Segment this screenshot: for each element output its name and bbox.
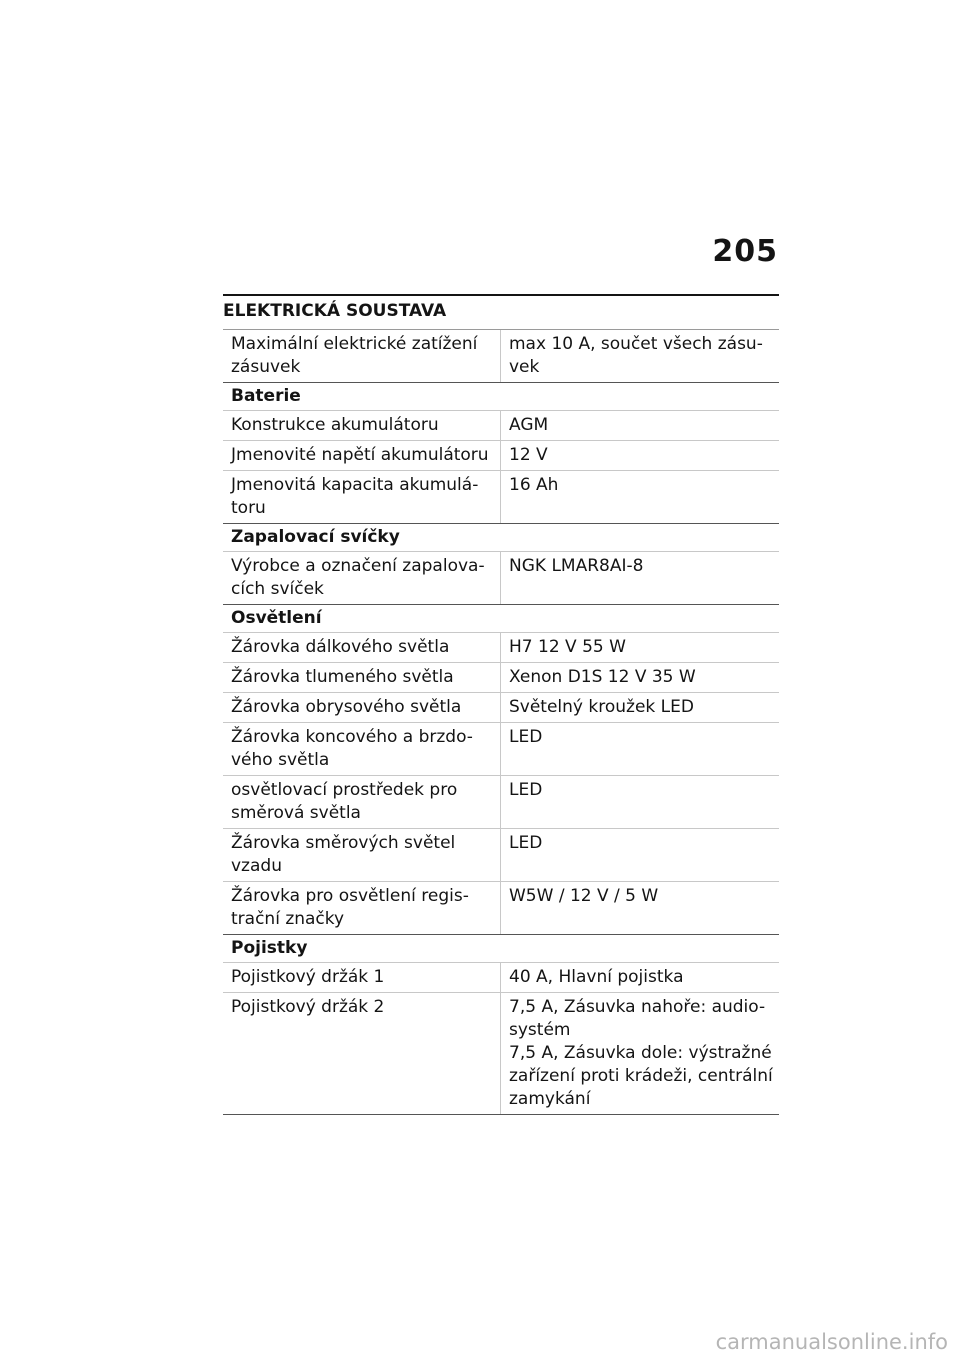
row-value-line: Xenon D1S 12 V 35 W [509, 667, 696, 687]
table-row [223, 633, 779, 663]
table-group-header [223, 524, 779, 552]
row-label: Výrobce a označení zapalova-cích svíček [223, 552, 501, 605]
row-value [501, 776, 780, 829]
row-value-line: 7,5 A, Zásuvka nahoře: audio-systém [509, 997, 766, 1040]
row-value [501, 882, 780, 935]
row-label: Konstrukce akumulátoru [223, 411, 501, 441]
row-value-line: 12 V [509, 445, 548, 465]
group-header-label: Osvětlení [223, 605, 779, 633]
table-row [223, 723, 779, 776]
row-label: Jmenovitá kapacita akumulá-toru [223, 471, 501, 524]
row-value [501, 411, 780, 441]
table-row [223, 963, 779, 993]
row-label: Žárovka obrysového světla [223, 693, 501, 723]
row-value [501, 993, 780, 1115]
group-header-label: Zapalovací svíčky [223, 524, 779, 552]
row-label: Žárovka dálkového světla [223, 633, 501, 663]
row-value-line: 7,5 A, Zásuvka dole: výstražné zařízení proti krádeži, centrální zamykání [509, 1043, 773, 1109]
table-row [223, 663, 779, 693]
table-row [223, 441, 779, 471]
row-value [501, 330, 780, 383]
row-value-line: LED [509, 727, 543, 747]
row-value [501, 552, 780, 605]
table-row [223, 330, 779, 383]
row-value [501, 693, 780, 723]
row-label: Žárovka pro osvětlení regis-trační značky [223, 882, 501, 935]
row-label: osvětlovací prostředek pro směrová světla [223, 776, 501, 829]
row-value-line: Světelný kroužek LED [509, 697, 694, 717]
table-group-header [223, 605, 779, 633]
spec-table-body [223, 330, 779, 1115]
row-label: Pojistkový držák 2 [223, 993, 501, 1115]
section-title: ELEKTRICKÁ SOUSTAVA [223, 296, 779, 330]
row-value-line: AGM [509, 415, 549, 435]
row-label: Žárovka tlumeného světla [223, 663, 501, 693]
row-value [501, 633, 780, 663]
row-value-line: max 10 A, součet všech zásu-vek [509, 334, 763, 377]
row-label: Žárovka koncového a brzdo-vého světla [223, 723, 501, 776]
watermark: carmanualsonline.info [715, 1330, 948, 1354]
row-value-line: NGK LMAR8AI-8 [509, 556, 644, 576]
row-label: Jmenovité napětí akumulátoru [223, 441, 501, 471]
row-value-line: 40 A, Hlavní pojistka [509, 967, 684, 987]
row-value-line: 16 Ah [509, 475, 559, 495]
row-label: Pojistkový držák 1 [223, 963, 501, 993]
row-value [501, 723, 780, 776]
spec-table [223, 330, 779, 1115]
row-value [501, 963, 780, 993]
table-row [223, 993, 779, 1115]
electrical-system-section [223, 294, 779, 1115]
table-row [223, 776, 779, 829]
row-value-line: LED [509, 833, 543, 853]
page-number: 205 [712, 234, 778, 269]
row-value [501, 441, 780, 471]
row-value-line: H7 12 V 55 W [509, 637, 626, 657]
group-header-label: Pojistky [223, 935, 779, 963]
group-header-label: Baterie [223, 383, 779, 411]
row-value [501, 829, 780, 882]
row-value-line: W5W / 12 V / 5 W [509, 886, 659, 906]
table-row [223, 693, 779, 723]
table-group-header [223, 935, 779, 963]
row-value-line: LED [509, 780, 543, 800]
table-row [223, 411, 779, 441]
row-value [501, 663, 780, 693]
table-row [223, 552, 779, 605]
row-label: Maximální elektrické zatížení zásuvek [223, 330, 501, 383]
table-row [223, 882, 779, 935]
row-label: Žárovka směrových světel vzadu [223, 829, 501, 882]
table-row [223, 471, 779, 524]
table-row [223, 829, 779, 882]
row-value [501, 471, 780, 524]
table-group-header [223, 383, 779, 411]
